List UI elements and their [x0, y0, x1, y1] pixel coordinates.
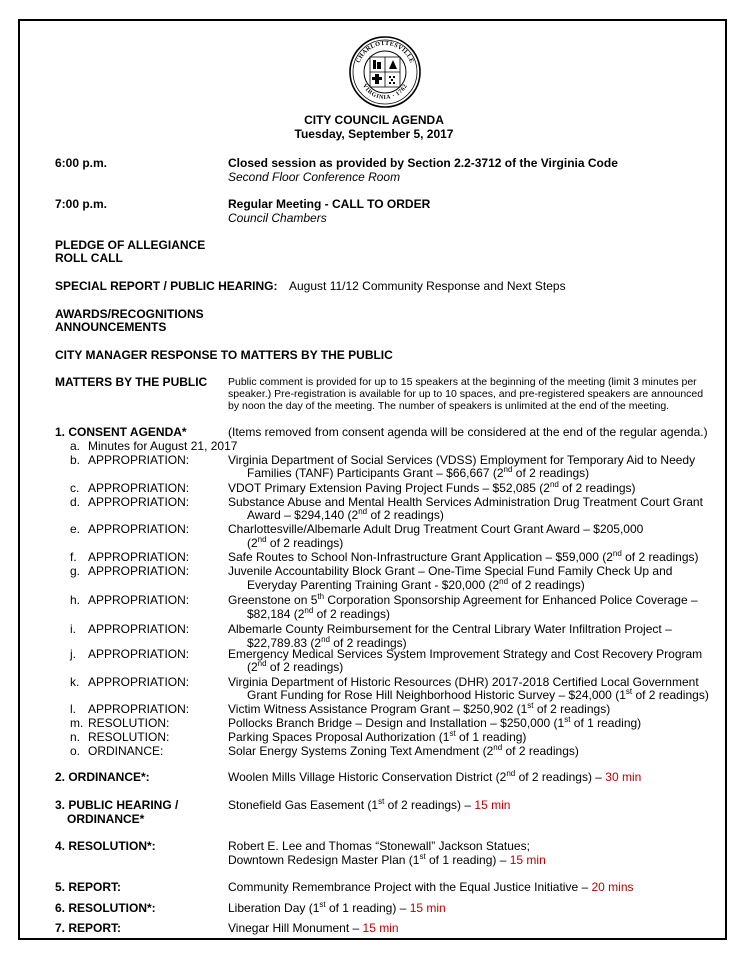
- consent-item-text: VDOT Primary Extension Paving Project Funds – $52,085 (2nd of 2 readings): [228, 480, 636, 495]
- agenda-item-text: Vinegar Hill Monument – 15 min: [228, 921, 399, 935]
- matters-line: by noon the day of the meeting. The number of speakers is unlimited at the end of the meeting.: [228, 400, 670, 412]
- consent-item-text: Parking Spaces Proposal Authorization (1st of 1 reading): [228, 729, 527, 744]
- agenda-item-text: Stonefield Gas Easement (1st of 2 readings) – 15 min: [228, 797, 511, 812]
- consent-item-text: Grant Funding for Rose Hill Neighborhood Historic Survey – $24,000 (1st of 2 readings): [247, 687, 709, 702]
- consent-item-letter: j.: [70, 647, 76, 661]
- superscript: st: [564, 715, 571, 724]
- agenda-item-text: Woolen Mills Village Historic Conservation District (2nd of 2 readings) – 30 min: [228, 769, 642, 784]
- agenda-item-text: Community Remembrance Project with the Equal Justice Initiative – 20 mins: [228, 880, 634, 894]
- svg-text:CHARLOTTESVILLE: CHARLOTTESVILLE: [354, 39, 416, 65]
- consent-item-type: APPROPRIATION:: [88, 564, 190, 578]
- consent-item-text: Award – $294,140 (2nd of 2 readings): [247, 507, 444, 522]
- consent-item-type: APPROPRIATION:: [88, 675, 190, 689]
- agenda-item-label: ORDINANCE*: [67, 812, 145, 826]
- time-allotment: 30 min: [605, 770, 642, 784]
- consent-item-text: $82,184 (2nd of 2 readings): [247, 606, 391, 621]
- superscript: st: [527, 701, 534, 710]
- meeting-date: Tuesday, September 5, 2017: [294, 127, 454, 141]
- superscript: nd: [321, 635, 330, 644]
- consent-item-text: Charlottesville/Albemarle Adult Drug Treatment Court Grant Award – $205,000: [228, 522, 644, 536]
- consent-item-type: APPROPRIATION:: [88, 647, 190, 661]
- announcements-heading: ANNOUNCEMENTS: [55, 320, 167, 334]
- superscript: nd: [358, 507, 368, 516]
- consent-item-letter: h.: [70, 593, 81, 607]
- agenda-item-label: 3. PUBLIC HEARING /: [55, 798, 179, 812]
- consent-item-letter: k.: [70, 675, 80, 689]
- city-seal-logo: [349, 36, 421, 108]
- matters-line: Public comment is provided for up to 15 speakers at the beginning of the meeting (limit 3 minutes per: [228, 376, 697, 388]
- consent-agenda-label: 1. CONSENT AGENDA*: [55, 425, 187, 439]
- consent-item-text: Families (TANF) Participants Grant – $66,667 (2nd of 2 readings): [247, 465, 590, 480]
- consent-item-text: (2nd of 2 readings): [247, 659, 344, 674]
- superscript: nd: [499, 577, 509, 586]
- consent-item-letter: a.: [70, 439, 81, 453]
- superscript: th: [317, 592, 325, 601]
- superscript: nd: [304, 606, 314, 615]
- consent-item-type: APPROPRIATION:: [88, 593, 190, 607]
- closed-session-title: Closed session as provided by Section 2.2-3712 of the Virginia Code: [228, 156, 618, 170]
- consent-item-text: Victim Witness Assistance Program Grant – $250,902 (1st of 2 readings): [228, 701, 611, 716]
- consent-item-letter: e.: [70, 522, 81, 536]
- time-allotment: 15 min: [409, 901, 446, 915]
- agenda-item-label: 5. REPORT:: [55, 880, 122, 894]
- consent-item-letter: o.: [70, 744, 81, 758]
- agenda-title: CITY COUNCIL AGENDA: [304, 113, 444, 127]
- superscript: st: [625, 687, 633, 696]
- agenda-item-label: 4. RESOLUTION*:: [55, 839, 156, 853]
- time-allotment: 15 min: [474, 798, 511, 812]
- pledge-heading: PLEDGE OF ALLEGIANCE: [55, 238, 206, 252]
- superscript: st: [319, 900, 326, 909]
- consent-item-type: APPROPRIATION:: [88, 522, 190, 536]
- superscript: nd: [257, 659, 267, 668]
- special-report-label: SPECIAL REPORT / PUBLIC HEARING:: [55, 279, 278, 293]
- consent-item-text: Virginia Department of Social Services (VDSS) Employment for Temporary Aid to Needy: [228, 453, 696, 467]
- consent-item-type: APPROPRIATION:: [88, 453, 190, 467]
- consent-item-text: Solar Energy Systems Zoning Text Amendment (2nd of 2 readings): [228, 743, 579, 758]
- consent-item-text: Everyday Parenting Training Grant - $20,000 (2nd of 2 readings): [247, 577, 585, 592]
- consent-item-letter: b.: [70, 453, 81, 467]
- city-manager-heading: CITY MANAGER RESPONSE TO MATTERS BY THE PUBLIC: [55, 348, 393, 362]
- agenda-item-label: 2. ORDINANCE*:: [55, 770, 150, 784]
- roll-call-heading: ROLL CALL: [55, 251, 123, 265]
- consent-item-type: RESOLUTION:: [88, 716, 170, 730]
- consent-item-type: RESOLUTION:: [88, 730, 170, 744]
- consent-item-text: $22,789.83 (2nd of 2 readings): [247, 635, 407, 650]
- time-allotment: 15 min: [362, 921, 399, 935]
- consent-item-type: APPROPRIATION:: [88, 481, 190, 495]
- superscript: st: [419, 852, 426, 861]
- agenda-item-label: 7. REPORT:: [55, 921, 122, 935]
- consent-item-type: APPROPRIATION:: [88, 702, 190, 716]
- regular-meeting-location: Council Chambers: [228, 211, 327, 225]
- special-report-text: August 11/12 Community Response and Next Steps: [289, 279, 566, 293]
- agenda-item-text: Liberation Day (1st of 1 reading) – 15 min: [228, 900, 446, 915]
- consent-item-letter: m.: [70, 716, 84, 730]
- consent-item-letter: i.: [70, 622, 76, 636]
- awards-heading: AWARDS/RECOGNITIONS: [55, 307, 204, 321]
- consent-item-text: Albemarle County Reimbursement for the Central Library Water Infiltration Project –: [228, 622, 672, 636]
- closed-session-time: 6:00 p.m.: [55, 156, 108, 170]
- consent-item-type: ORDINANCE:: [88, 744, 164, 758]
- agenda-item-text: Robert E. Lee and Thomas “Stonewall” Jackson Statues;: [228, 839, 530, 853]
- superscript: nd: [493, 743, 503, 752]
- svg-text:VIRGINIA · 1762: VIRGINIA · 1762: [360, 83, 410, 102]
- consent-item-text: Substance Abuse and Mental Health Services Administration Drug Treatment Court Grant: [228, 495, 703, 509]
- consent-item-text: (2nd of 2 readings): [247, 535, 344, 550]
- superscript: nd: [257, 535, 267, 544]
- agenda-item-text: Downtown Redesign Master Plan (1st of 1 reading) – 15 min: [228, 852, 546, 867]
- consent-item-letter: l.: [70, 702, 76, 716]
- time-allotment: 20 mins: [591, 880, 634, 894]
- matters-line: speaker.) Pre-registration is available for up to 10 spaces, and pre-registered speakers are announced: [228, 388, 704, 400]
- consent-item-type: APPROPRIATION:: [88, 495, 190, 509]
- consent-item-letter: d.: [70, 495, 81, 509]
- superscript: st: [378, 797, 385, 806]
- consent-item-letter: n.: [70, 730, 81, 744]
- consent-item-letter: g.: [70, 564, 81, 578]
- consent-item-type: APPROPRIATION:: [88, 622, 190, 636]
- consent-agenda-note: (Items removed from consent agenda will be considered at the end of the regular agenda.): [228, 425, 708, 439]
- time-allotment: 15 min: [509, 853, 546, 867]
- consent-item-text: Juvenile Accountability Block Grant – One-Time Special Fund Family Check Up and: [228, 564, 673, 578]
- consent-item-text: Pollocks Branch Bridge – Design and Installation – $250,000 (1st of 1 reading): [228, 715, 642, 730]
- superscript: nd: [612, 549, 622, 558]
- consent-item-text: Safe Routes to School Non-Infrastructure Grant Application – $59,000 (2nd of 2 readings): [228, 549, 699, 564]
- consent-item-letter: f.: [70, 550, 77, 564]
- superscript: nd: [549, 480, 559, 489]
- closed-session-location: Second Floor Conference Room: [228, 170, 401, 184]
- superscript: st: [449, 729, 456, 738]
- matters-label: MATTERS BY THE PUBLIC: [55, 375, 208, 389]
- consent-item-type: APPROPRIATION:: [88, 550, 190, 564]
- consent-item-text: Greenstone on 5th Corporation Sponsorship Agreement for Enhanced Police Coverage –: [228, 592, 698, 607]
- regular-meeting-time: 7:00 p.m.: [55, 197, 108, 211]
- consent-item-type: Minutes for August 21, 2017: [88, 439, 238, 453]
- consent-item-text: Virginia Department of Historic Resources (DHR) 2017-2018 Certified Local Government: [228, 675, 699, 689]
- superscript: nd: [503, 465, 513, 474]
- regular-meeting-title: Regular Meeting - CALL TO ORDER: [228, 197, 431, 211]
- agenda-item-label: 6. RESOLUTION*:: [55, 901, 156, 915]
- consent-item-text: Emergency Medical Services System Improvement Strategy and Cost Recovery Program: [228, 647, 703, 661]
- superscript: nd: [506, 769, 516, 778]
- consent-item-letter: c.: [70, 481, 80, 495]
